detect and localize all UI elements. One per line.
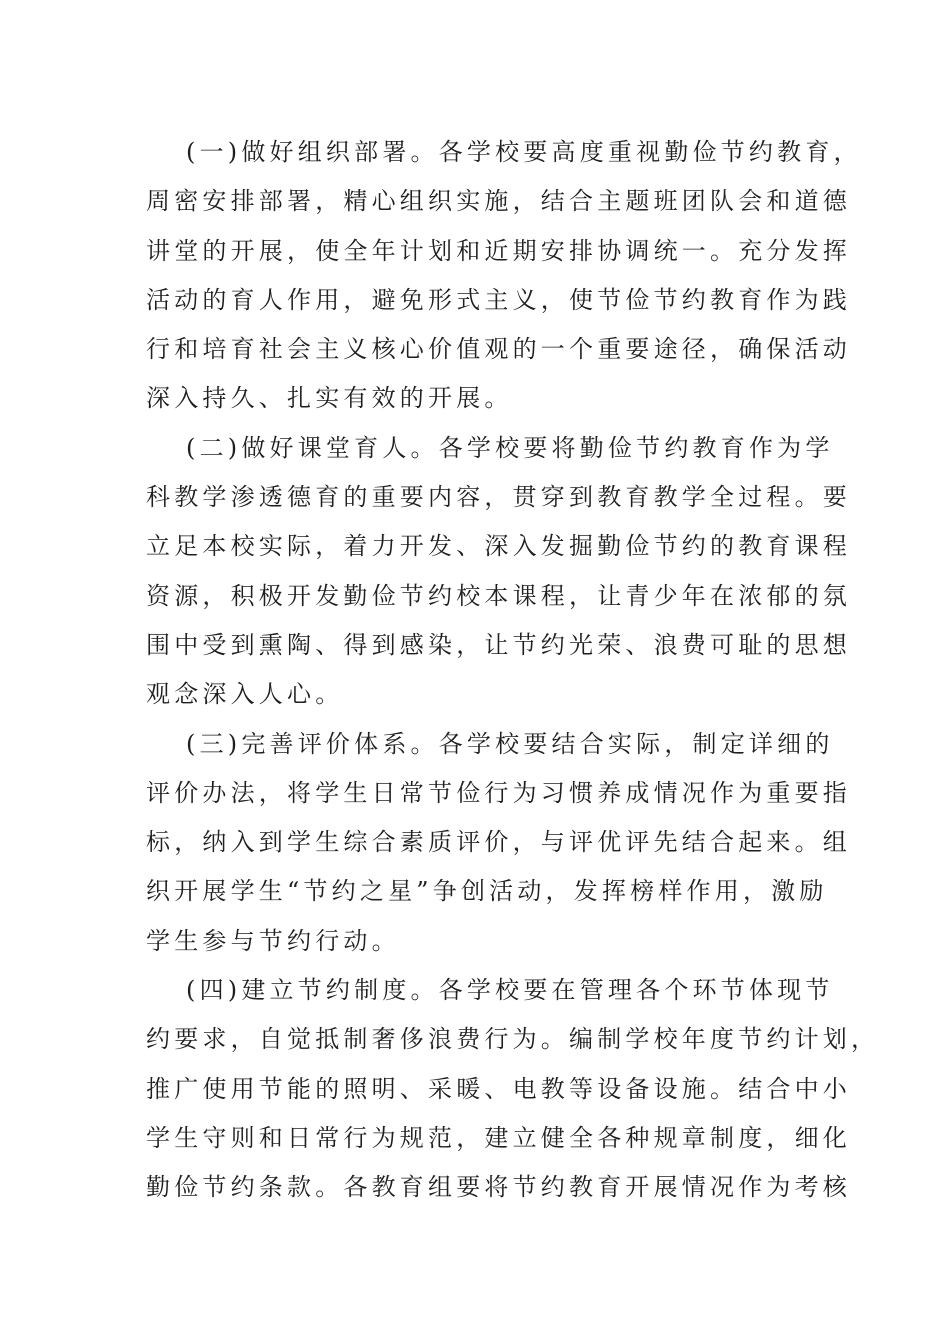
text-line: (二)做好课堂育人。各学校要将勤俭节约教育作为学 <box>186 433 834 462</box>
text-line: 立足本校实际，着力开发、深入发掘勤俭节约的教育课程 <box>146 532 851 561</box>
text-line: 评价办法，将学生日常节俭行为习惯养成情况作为重要指 <box>146 778 851 807</box>
text-line: 深入持久、扎实有效的开展。 <box>146 384 513 413</box>
paragraph-organize-deployment <box>146 128 862 424</box>
text-line: 科教学渗透德育的重要内容，贯穿到教育教学全过程。要 <box>146 483 851 512</box>
text-line: 约要求，自觉抵制奢侈浪费行为。编制学校年度节约计划， <box>146 1025 880 1054</box>
text-line: 勤俭节约条款。各教育组要将节约教育开展情况作为考核 <box>146 1173 851 1202</box>
text-line: (三)完善评价体系。各学校要结合实际，制定详细的 <box>186 729 834 758</box>
document-body <box>146 128 880 1213</box>
text-line: 标，纳入到学生综合素质评价，与评优评先结合起来。组 <box>146 828 851 857</box>
text-line: 学生守则和日常行为规范，建立健全各种规章制度，细化 <box>146 1123 851 1152</box>
paragraph-classroom-education <box>146 424 851 720</box>
text-line: 观念深入人心。 <box>146 680 344 709</box>
text-line: (一)做好组织部署。各学校要高度重视勤俭节约教育， <box>186 138 862 166</box>
text-line: 行和培育社会主义核心价值观的一个重要途径，确保活动 <box>146 335 851 364</box>
text-line: 围中受到熏陶、得到感染，让节约光荣、浪费可耻的思想 <box>146 630 851 659</box>
text-line: 学生参与节约行动。 <box>146 926 400 955</box>
text-line: 推广使用节能的照明、采暖、电教等设备设施。结合中小 <box>146 1074 851 1103</box>
text-line: 周密安排部署，精心组织实施，结合主题班团队会和道德 <box>146 187 851 216</box>
paragraph-evaluation-system <box>146 720 851 966</box>
text-line: 讲堂的开展，使全年计划和近期安排协调统一。充分发挥 <box>146 236 851 265</box>
text-line: 活动的育人作用，避免形式主义，使节俭节约教育作为践 <box>146 285 851 314</box>
text-line: (四)建立节约制度。各学校要在管理各个环节体现节 <box>186 976 834 1005</box>
text-line: 织开展学生“节约之星”争创活动，发挥榜样作用，激励 <box>146 877 828 906</box>
paragraph-saving-system <box>146 966 880 1212</box>
text-line: 资源，积极开发勤俭节约校本课程，让青少年在浓郁的氛 <box>146 581 851 610</box>
